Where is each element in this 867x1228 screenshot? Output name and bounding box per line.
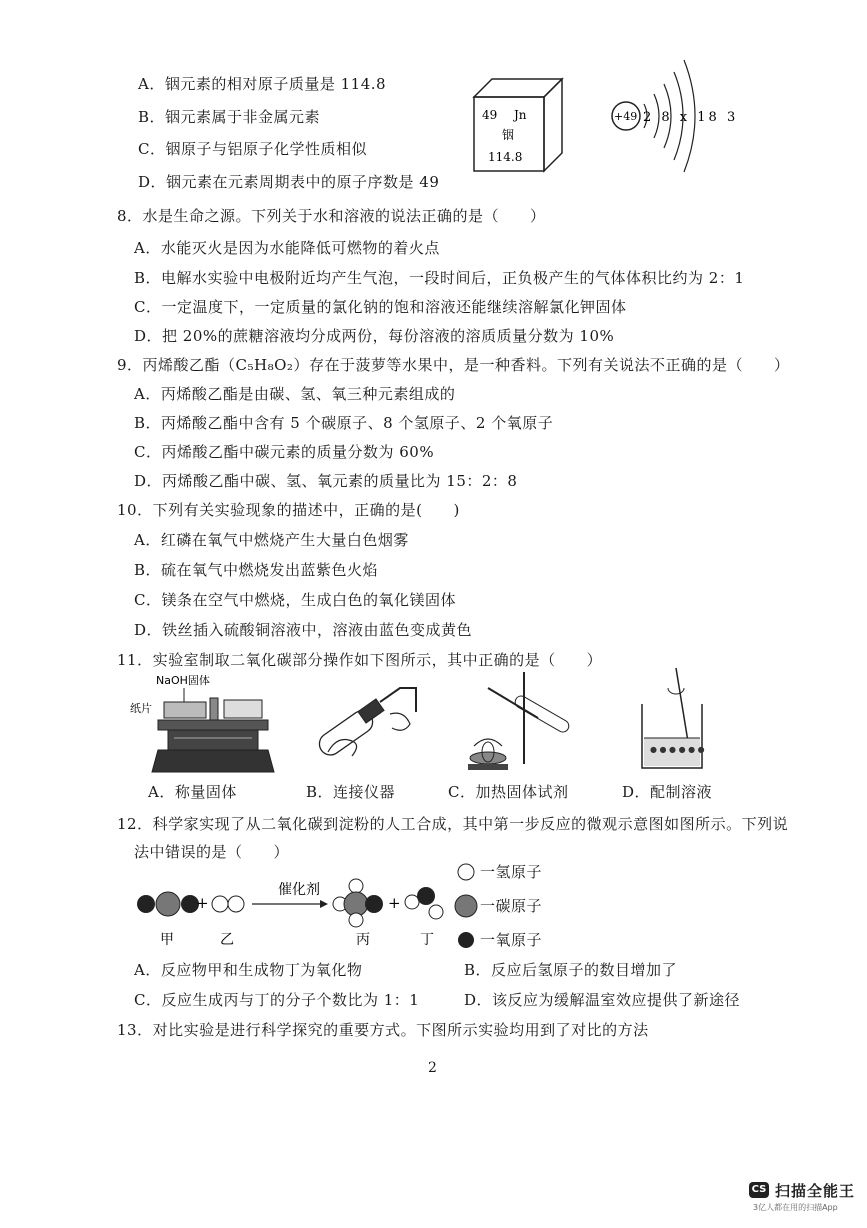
q8-option-a: A．水能灭火是因为水能降低可燃物的着火点 (134, 239, 440, 257)
q10-stem: 10．下列有关实验现象的描述中，正确的是( ) (117, 501, 460, 519)
q12-option-c: C．反应生成丙与丁的分子个数比为 1：1 (134, 991, 420, 1009)
q12-stem-line1: 12．科学家实现了从二氧化碳到淀粉的人工合成，其中第一步反应的微观示意图如图所示。下列说 (117, 815, 789, 833)
q7-option-c: C．铟原子与铝原子化学性质相似 (138, 140, 367, 158)
q7-option-b: B．铟元素属于非金属元素 (138, 108, 321, 126)
legend-oxygen: 一氧原子 (480, 931, 543, 949)
svg-text:+: + (388, 894, 401, 912)
q9-option-b: B．丙烯酸乙酯中含有 5 个碳原子、8 个氢原子、2 个氧原子 (134, 414, 554, 432)
q9-stem: 9．丙烯酸乙酯（C₅H₈O₂）存在于菠萝等水果中，是一种香料。下列有关说法不正确的是（ ） (117, 356, 790, 374)
q11-stem: 11．实验室制取二氧化碳部分操作如下图所示，其中正确的是（ ） (117, 651, 603, 669)
svg-text:● ● ● ● ● ●: ● ● ● ● ● ● (650, 745, 705, 754)
q7-option-d: D．铟元素在元素周期表中的原子序数是 49 (138, 173, 440, 191)
catalyst-label: 催化剂 (278, 882, 320, 898)
element-number: 49 (482, 108, 498, 122)
heating-figure (458, 668, 578, 778)
watermark-brand: 扫描全能王 (775, 1182, 856, 1200)
reaction-diagram (130, 856, 450, 954)
label-jia: 甲 (160, 932, 174, 948)
q11-label-b: B．连接仪器 (306, 783, 396, 801)
q8-stem: 8．水是生命之源。下列关于水和溶液的说法正确的是（ ） (117, 207, 546, 225)
q8-option-b: B．电解水实验中电极附近均产生气泡，一段时间后，正负极产生的气体体积比约为 2：1 (134, 269, 745, 287)
connect-apparatus-figure (298, 672, 438, 772)
q9-option-c: C．丙烯酸乙酯中碳元素的质量分数为 60% (134, 443, 435, 461)
element-mass: 114.8 (488, 150, 523, 164)
element-name: 铟 (502, 128, 515, 142)
page-number: 2 (428, 1060, 437, 1076)
q9-option-a: A．丙烯酸乙酯是由碳、氢、氧三种元素组成的 (134, 385, 456, 403)
label-bing: 丙 (356, 932, 370, 948)
label-ding: 丁 (420, 932, 434, 948)
scanner-logo-icon: CS (749, 1182, 769, 1198)
q10-option-b: B．硫在氧气中燃烧发出蓝紫色火焰 (134, 561, 379, 579)
nucleus-charge: +49 (614, 110, 638, 123)
q10-option-d: D．铁丝插入硫酸铜溶液中，溶液由蓝色变成黄色 (134, 621, 473, 639)
naoh-label: NaOH固体 (156, 674, 210, 687)
scanner-watermark (745, 1180, 855, 1220)
q12-stem-line2: 法中错误的是（ ） (134, 843, 290, 861)
balance-figure (128, 668, 276, 778)
legend-carbon: 一碳原子 (480, 897, 543, 915)
electron-shells: 2 8 x 18 3 (643, 110, 739, 125)
q12-option-a: A．反应物甲和生成物丁为氧化物 (134, 961, 363, 979)
q10-option-a: A．红磷在氧气中燃烧产生大量白色烟雾 (134, 531, 409, 549)
beaker-figure (632, 664, 712, 776)
q12-option-b: B．反应后氢原子的数目增加了 (464, 961, 678, 979)
q9-option-d: D．丙烯酸乙酯中碳、氢、氧元素的质量比为 15：2：8 (134, 472, 518, 490)
q7-option-a: A．铟元素的相对原子质量是 114.8 (138, 75, 387, 93)
q11-label-c: C．加热固体试剂 (448, 783, 569, 801)
legend-hydrogen: 一氢原子 (480, 863, 543, 881)
label-yi: 乙 (220, 932, 234, 948)
q8-option-c: C．一定温度下，一定质量的氯化钠的饱和溶液还能继续溶解氯化钾固体 (134, 298, 627, 316)
svg-text:+: + (196, 894, 209, 912)
q11-label-d: D．配制溶液 (622, 783, 713, 801)
element-card-figure (470, 75, 570, 175)
q12-option-d: D．该反应为缓解温室效应提供了新途径 (464, 991, 741, 1009)
atomic-structure-figure (608, 48, 739, 176)
watermark-subtitle: 3亿人都在用的扫描App (753, 1203, 838, 1212)
q8-option-d: D．把 20%的蔗糖溶液均分成两份，每份溶液的溶质质量分数为 10% (134, 327, 615, 345)
q10-option-c: C．镁条在空气中燃烧，生成白色的氧化镁固体 (134, 591, 456, 609)
paper-label: 纸片 (130, 702, 152, 715)
q13-stem: 13．对比实验是进行科学探究的重要方式。下图所示实验均用到了对比的方法 (117, 1021, 649, 1039)
q11-label-a: A．称量固体 (148, 783, 237, 801)
element-symbol: Jn (514, 108, 527, 122)
